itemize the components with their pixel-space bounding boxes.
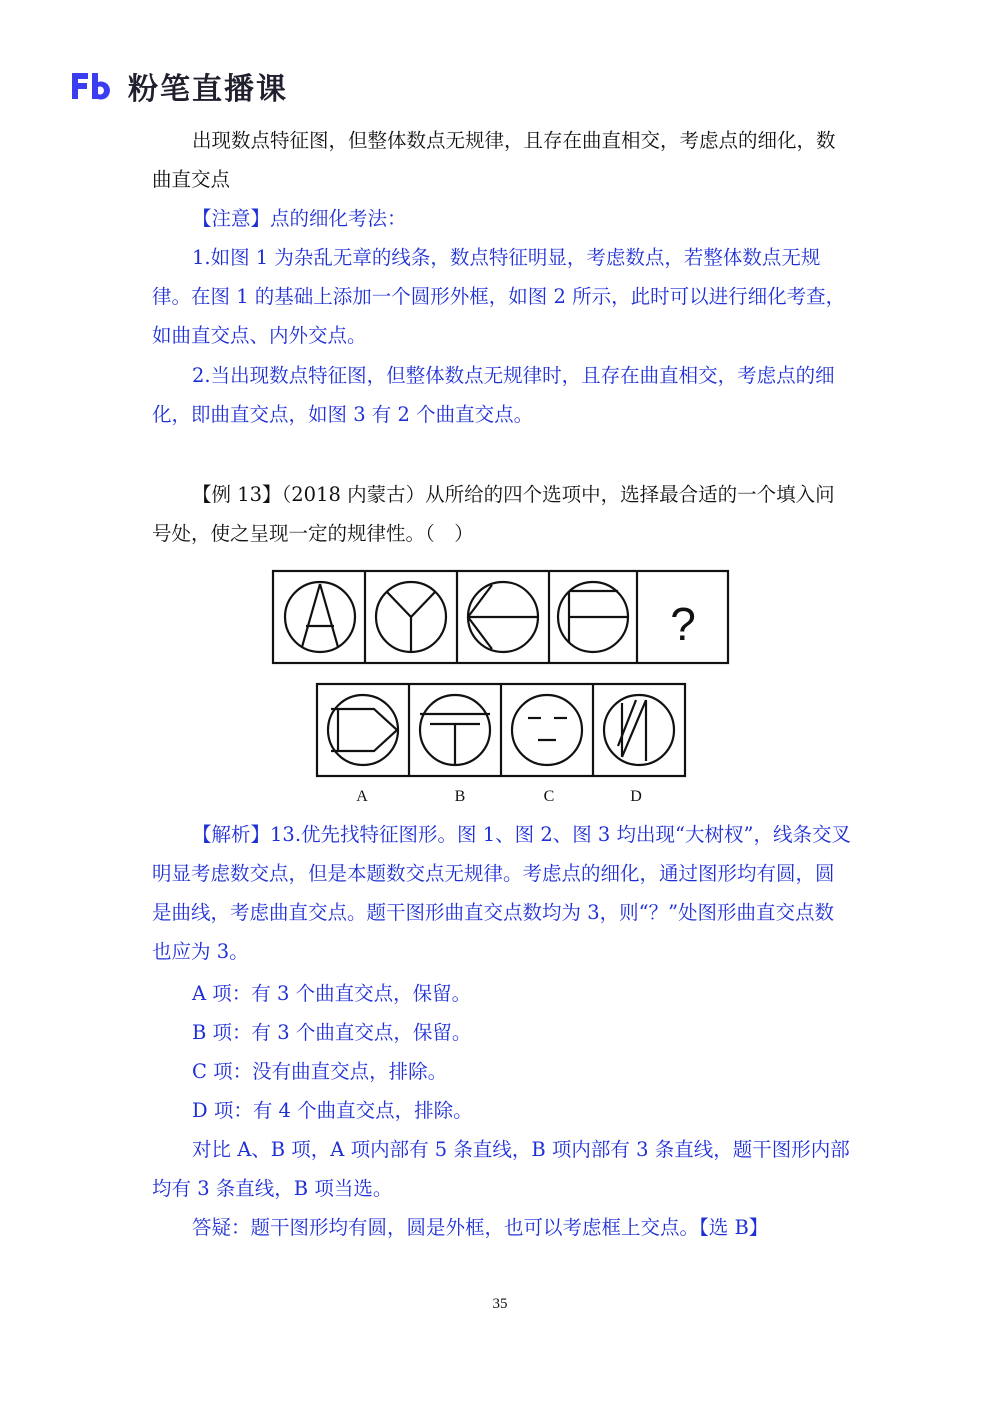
option-label-c: C: [543, 788, 555, 805]
option-label-a: A: [356, 788, 368, 805]
option-label-d: D: [630, 788, 642, 805]
logo-text: 粉笔直播课: [128, 72, 288, 107]
option-a-figure: [328, 695, 398, 765]
analysis-answer: 答疑：题干图形均有圆，圆是外框，也可以考虑框上交点。【选 B】: [192, 1216, 769, 1239]
analysis-paragraph: 【解析】13.优先找特征图形。图 1、图 2、图 3 均出现“大树杈”，线条交叉明显考虑数交点，但是本题数交点无规律。考虑点的细化，通过图形均有圆，圆是曲线，考虑曲直交点。题干图形曲直交点数均为 3，则“？”处图形曲直交点数也应为 3。: [152, 823, 851, 963]
option-label-b: B: [454, 788, 466, 805]
question-figure-2: [376, 582, 446, 652]
analysis-option-c: C 项：没有曲直交点，排除。: [192, 1060, 448, 1083]
analysis-option-b: B 项：有 3 个曲直交点，保留。: [192, 1021, 472, 1044]
option-d-figure: [604, 695, 674, 765]
note-item-1: 1.如图 1 为杂乱无章的线条，数点特征明显，考虑数点，若整体数点无规律。在图 1 的基础上添加一个圆形外框，如图 2 所示，此时可以进行细化考查，如曲直交点、内外交点。: [152, 246, 846, 347]
question-figure-3: [468, 582, 538, 652]
page-number: 35: [492, 1296, 508, 1312]
example-question: 【例 13】（2018 内蒙古）从所给的四个选项中，选择最合适的一个填入问号处，使之呈现一定的规律性。（ ）: [152, 483, 835, 545]
analysis-option-a: A 项：有 3 个曲直交点，保留。: [192, 982, 472, 1005]
analysis-option-d: D 项：有 4 个曲直交点，排除。: [192, 1099, 473, 1122]
option-b-figure: [420, 695, 490, 765]
note-item-2: 2.当出现数点特征图，但整体数点无规律时，且存在曲直相交，考虑点的细化，即曲直交点，如图 3 有 2 个曲直交点。: [152, 364, 835, 426]
question-figure-4: [558, 582, 628, 652]
note-title: 【注意】点的细化考法：: [192, 207, 407, 230]
question-mark-glyph: ?: [670, 598, 696, 650]
intro-paragraph: 出现数点特征图，但整体数点无规律，且存在曲直相交，考虑点的细化，数曲直交点: [152, 129, 836, 191]
option-c-figure: [512, 695, 582, 765]
analysis-compare: 对比 A、B 项，A 项内部有 5 条直线，B 项内部有 3 条直线，题干图形内部均有 3 条直线，B 项当选。: [152, 1138, 850, 1200]
question-figure-1: [285, 582, 355, 652]
